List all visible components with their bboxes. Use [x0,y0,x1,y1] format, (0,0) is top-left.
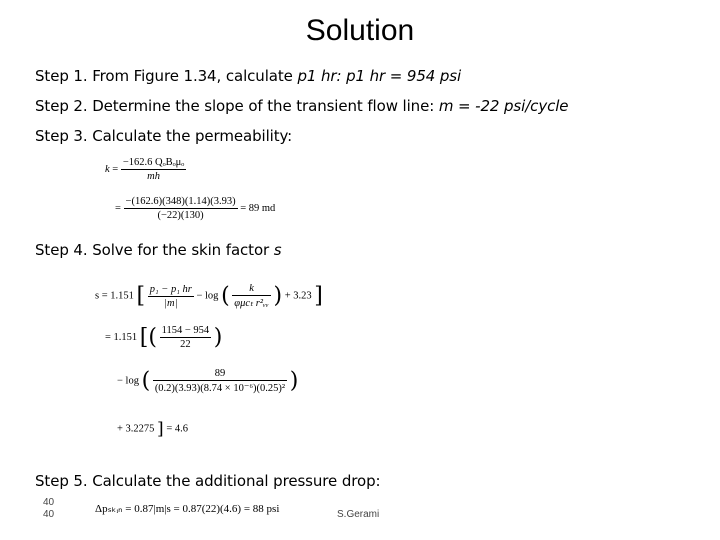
perm-frac2-num: −(162.6)(348)(1.14)(3.93) [125,196,236,207]
skin-line4-result: = 4.6 [166,423,188,435]
skin-frac1-den: |m| [164,297,178,309]
step-1 [35,67,461,85]
perm-equals-2: = [115,202,121,214]
skin-line3-log: − log [117,375,139,387]
step-1-value: p1 hr: p1 hr = 954 psi [297,67,462,85]
skin-line3-paren-open: ( [141,368,151,394]
pressure-drop-equation [95,502,279,515]
perm-equals: = [112,163,119,175]
perm-frac1-den: mh [147,171,160,182]
skin-line2-paren-open: ( [148,325,157,350]
skin-equation [95,283,395,443]
skin-fraction-2 [232,283,271,309]
step-5: Step 5. Calculate the additional pressure drop: [35,472,381,490]
page-number-bottom: 40 [43,509,55,520]
skin-fraction-4 [153,368,287,394]
skin-line4-bracket: ] [157,419,164,439]
permeability-equation [105,157,365,237]
perm-frac2-den: (−22)(130) [157,210,204,221]
skin-bracket-open: [ [136,283,146,309]
step-4-text: Step 4. Solve for the skin factor [35,241,274,259]
skin-fraction-3 [160,325,212,350]
skin-frac2-num: k [232,283,271,296]
skin-log: − log [196,290,219,302]
skin-tail: + 3.23 [284,290,312,302]
perm-fraction-1 [121,157,186,182]
skin-line2-prefix: = 1.151 [105,331,138,343]
perm-lhs: k [105,163,110,175]
step-2-value: m = -22 psi/cycle [438,97,569,115]
skin-line4: + 3.2275 [117,423,155,435]
skin-paren-close: ) [273,283,283,309]
step-3: Step 3. Calculate the permeability: [35,127,293,145]
skin-line2-num: 1154 − 954 [161,325,210,336]
slide-title: Solution [305,14,415,47]
step-2-text: Step 2. Determine the slope of the transient flow line: [35,97,439,115]
skin-frac1-num: p₁ − p₁ hr [149,283,192,295]
pressure-drop-text: Δpₛₖᵢₙ = 0.87|m|s = 0.87(22)(4.6) = 88 psi [95,503,280,515]
author-footer: S.Gerami [337,509,380,520]
skin-paren-open: ( [221,283,230,309]
skin-line2-bracket: [ [139,325,149,350]
page-number-top: 40 [43,497,55,508]
perm-fraction-2 [124,196,238,221]
skin-frac2-den: φμcₜ r²ᵥᵥ [234,298,269,309]
skin-bracket-close: ] [314,283,323,309]
skin-line2-den: 22 [180,339,191,350]
step-4-var: s [273,241,282,259]
perm-result: = 89 md [240,202,276,214]
skin-lhs: s = 1.151 [95,290,134,302]
skin-line3-paren-close: ) [289,368,299,394]
step-1-text: Step 1. From Figure 1.34, calculate [35,67,298,85]
step-2 [35,97,568,115]
skin-line2-paren-close: ) [213,325,223,350]
step-4 [35,241,282,259]
skin-line3-den: (0.2)(3.93)(8.74 × 10⁻⁶)(0.25)² [154,383,286,394]
skin-line3-num: 89 [153,368,287,381]
perm-frac1-num: −162.6 QₒBₒμₒ [122,157,185,168]
skin-fraction-1 [148,284,194,309]
